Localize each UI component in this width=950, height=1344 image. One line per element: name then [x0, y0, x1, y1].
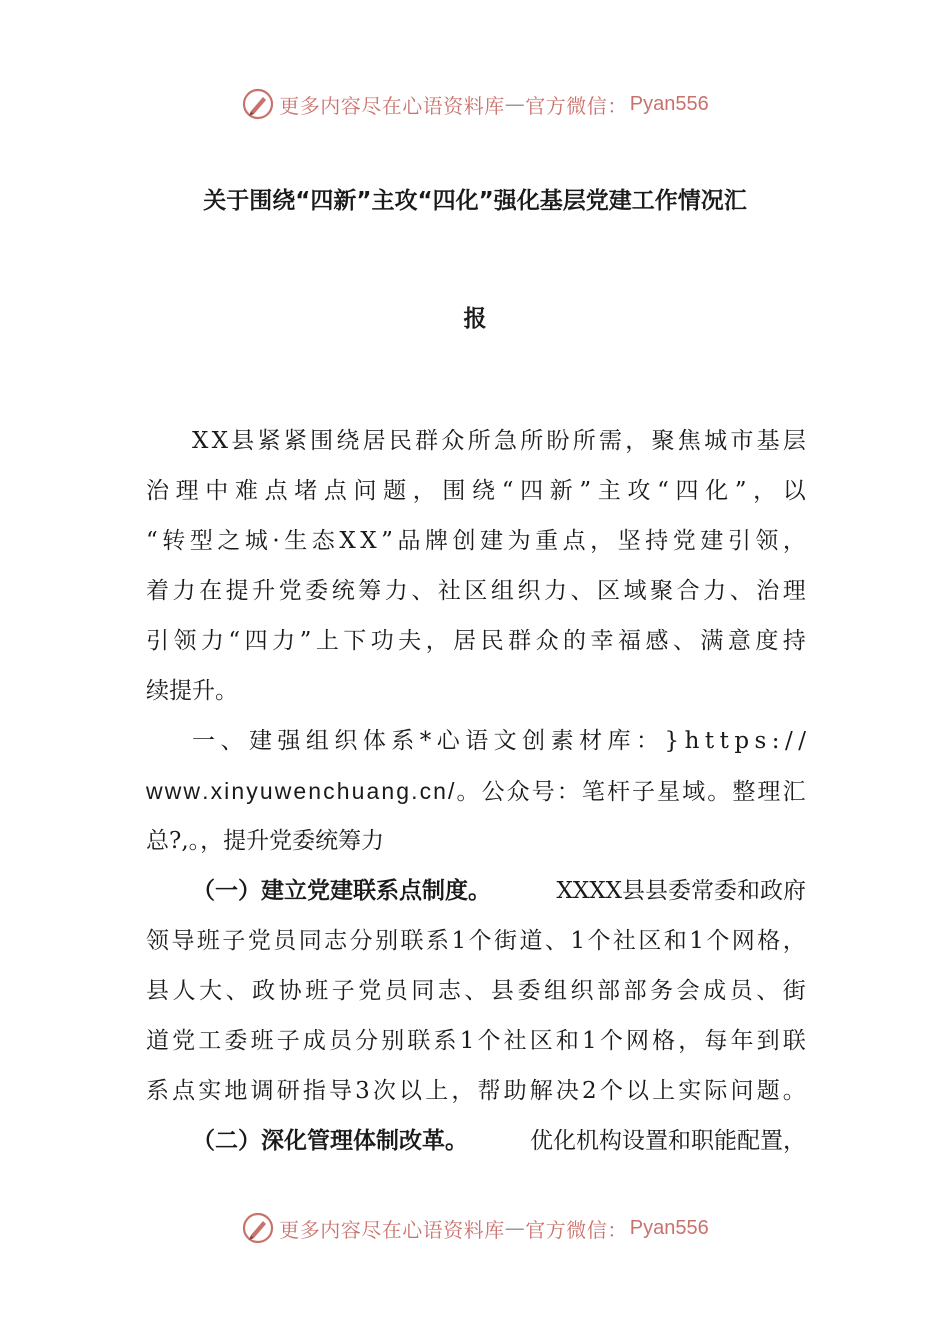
- text-line: 着 力 在 提 升 党 委 统 筹 力 、 社 区 组 织 力 、 区 域 聚 合 力 、 治 理: [146, 578, 806, 604]
- pen-logo-icon: [241, 1211, 275, 1245]
- subheading: （二）深化管理体制改革。: [192, 1128, 468, 1154]
- watermark-label: 官方微信：: [525, 93, 628, 118]
- paragraph-lead-line: [146, 1116, 806, 1166]
- text-line: 县 人 大 、 政 协 班 子 党 员 同 志 、 县 委 组 织 部 部 务 会 成 员 、 街: [146, 978, 806, 1004]
- text-line: 总?,。，提升党委统筹力: [146, 828, 385, 854]
- text-line: 续提升。: [146, 678, 238, 704]
- text-run: XXXX县县委常委和政府: [556, 878, 806, 904]
- watermark-text: 更多内容尽在心语资料库: [279, 93, 505, 118]
- document-title-line1: 关于围绕“四新”主攻“四化”强化基层党建工作情况汇: [203, 188, 747, 214]
- text-run: 优化机构设置和职能配置，: [530, 1128, 806, 1154]
- section-heading: 一 、 建 强 组 织 体 系 * 心 语 文 创 素 材 库 ： } h t t p s : / /: [192, 728, 806, 754]
- watermark-label: 官方微信：: [525, 1217, 628, 1242]
- text-line: 道 党 工 委 班 子 成 员 分 别 联 系 1 个 社 区 和 1 个 网 格 ， 每 年 到 联: [146, 1028, 806, 1054]
- text-line: w w w . x i n y u w e n c h u a n g . c n / 。 公 众 号 ： 笔 杆 子 星 域 。 整 理 汇: [146, 778, 806, 804]
- watermark-banner-top: [0, 84, 950, 124]
- subheading: （一）建立党建联系点制度。: [192, 878, 491, 904]
- text-line: 领 导 班 子 党 员 同 志 分 别 联 系 1 个 街 道 、 1 个 社 区 和 1 个 网 格 ，: [146, 928, 806, 954]
- watermark-id: Pyan556: [629, 1216, 709, 1239]
- text-line: 引 领 力 “ 四 力 ” 上 下 功 夫 ， 居 民 群 众 的 幸 福 感 、 满 意 度 持: [146, 628, 806, 654]
- paragraph-lead-line: [146, 866, 806, 916]
- document-body: [146, 416, 806, 1166]
- watermark-dash: —: [504, 92, 526, 116]
- watermark-banner-bottom: [0, 1208, 950, 1248]
- text-line: “ 转 型 之 城 · 生 态 X X ” 品 牌 创 建 为 重 点 ， 坚 持 党 建 引 领 ，: [146, 528, 806, 554]
- text-line: 治 理 中 难 点 堵 点 问 题 ， 围 绕 “ 四 新 ” 主 攻 “ 四 化 ” ， 以: [146, 478, 806, 504]
- watermark-text: 更多内容尽在心语资料库: [279, 1217, 505, 1242]
- document-title-line2: 报: [463, 306, 487, 332]
- text-line: 系 点 实 地 调 研 指 导 3 次 以 上 ， 帮 助 解 决 2 个 以 上 实 际 问 题 。: [146, 1078, 806, 1104]
- watermark-id: Pyan556: [629, 92, 709, 115]
- watermark-dash: —: [504, 1216, 526, 1240]
- text-line: X X 县 紧 紧 围 绕 居 民 群 众 所 急 所 盼 所 需 ， 聚 焦 城 市 基 层: [192, 428, 806, 454]
- pen-logo-icon: [241, 87, 275, 121]
